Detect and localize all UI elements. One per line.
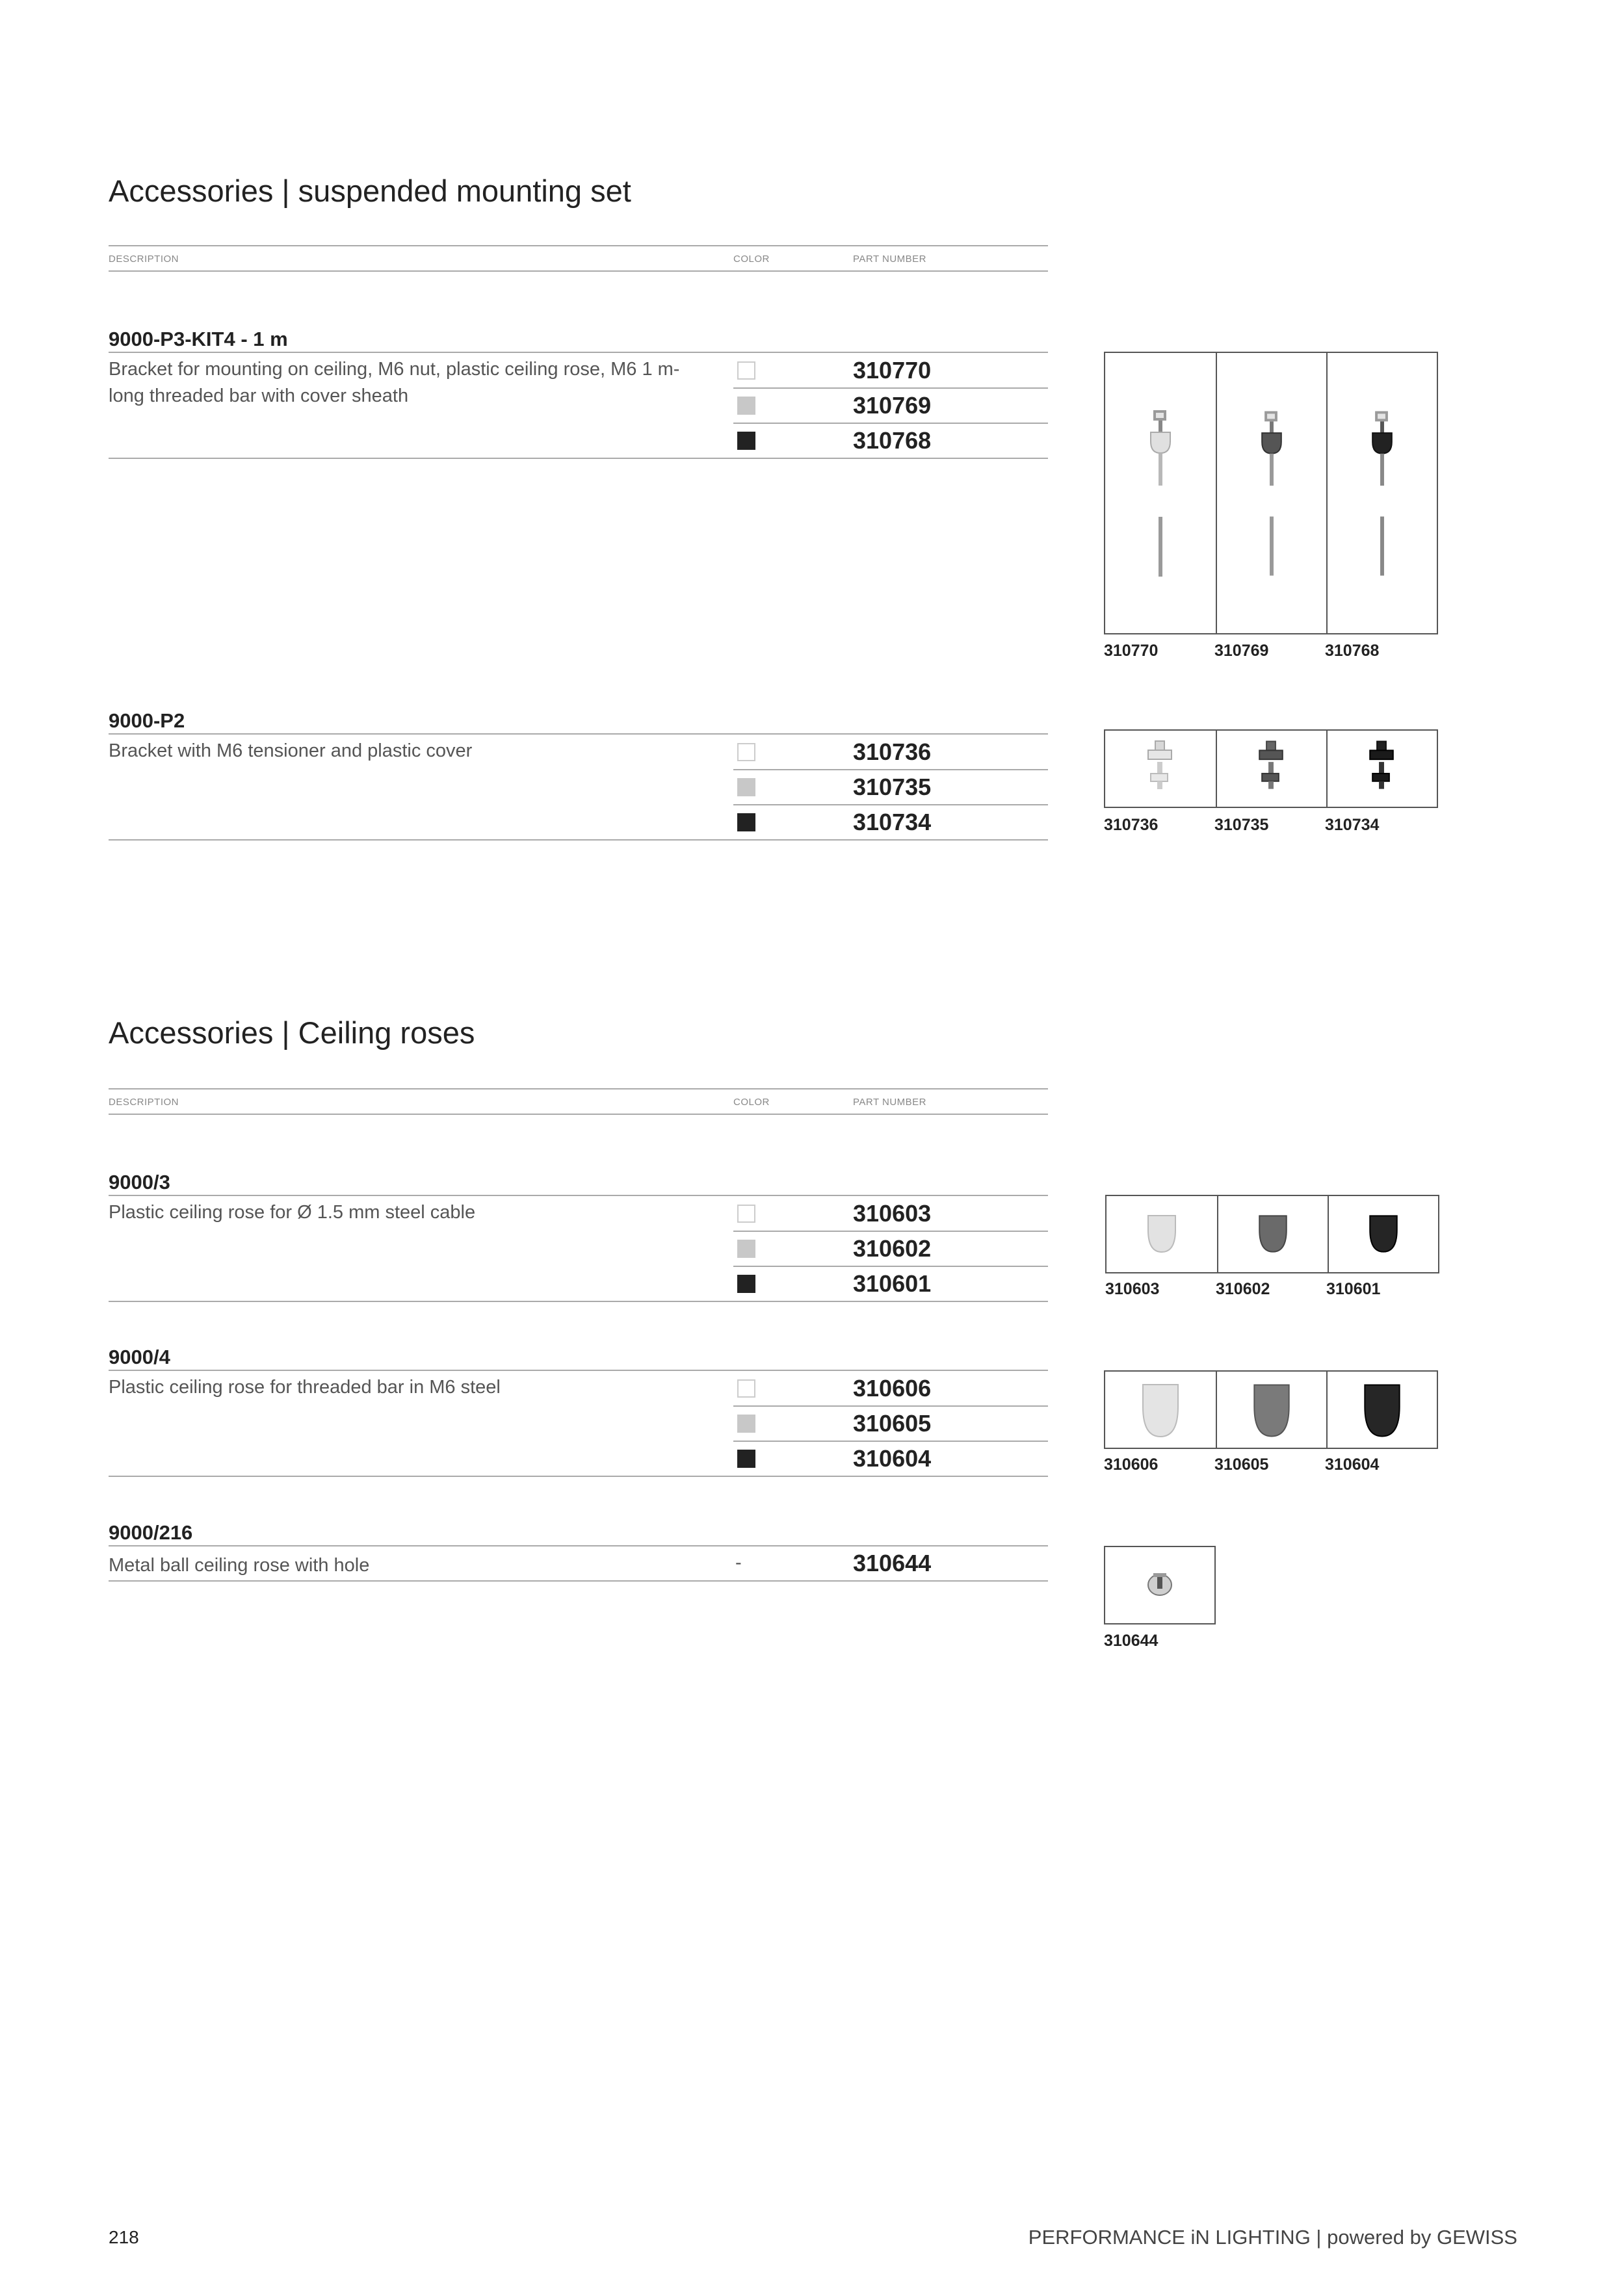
product-image-strip — [1104, 729, 1438, 808]
ceiling-rose-white-image — [1107, 1196, 1217, 1272]
part-number: 310736 — [853, 738, 932, 765]
ceiling-rose-large-white-image — [1105, 1372, 1216, 1448]
row-rule — [109, 458, 1048, 459]
product-image-strip — [1104, 1546, 1216, 1624]
page-number: 218 — [109, 2227, 139, 2247]
product-description: Bracket with M6 tensioner and plastic cover — [109, 740, 473, 761]
row-rule — [109, 1301, 1048, 1302]
bracket-grey-image — [1217, 731, 1326, 807]
image-cell — [1326, 731, 1437, 807]
image-caption: 310735 — [1214, 816, 1269, 834]
part-number: 310770 — [853, 357, 932, 384]
part-number: 310735 — [853, 774, 932, 800]
image-cell — [1216, 1372, 1326, 1448]
ceiling-rose-large-black-image — [1328, 1372, 1437, 1448]
ceiling-rose-grey-image — [1218, 1196, 1328, 1272]
color-swatch-grey — [737, 778, 755, 796]
variant-rule — [733, 804, 1048, 805]
part-number: 310734 — [853, 809, 932, 835]
column-header-description: DESCRIPTION — [109, 254, 179, 265]
color-swatch-white — [737, 743, 755, 761]
part-number: 310603 — [853, 1200, 932, 1227]
image-cell — [1107, 1196, 1217, 1272]
product-description: Metal ball ceiling rose with hole — [109, 1555, 370, 1576]
color-swatch-white — [737, 1205, 755, 1223]
part-number: 310769 — [853, 392, 932, 419]
metal-ball-rose-image — [1105, 1547, 1214, 1623]
section-title: Accessories | suspended mounting set — [109, 174, 631, 208]
product-description: Bracket for mounting on ceiling, M6 nut, plastic ceiling rose, M6 1 m-long threaded bar with cover sheath — [109, 359, 680, 406]
variant-rule — [733, 1441, 1048, 1442]
variant-rule — [733, 387, 1048, 389]
footer-brand: PERFORMANCE iN LIGHTING | powered by GEWISS — [1028, 2226, 1517, 2249]
color-swatch-black — [737, 1450, 755, 1468]
color-swatch-black — [737, 813, 755, 831]
row-rule — [109, 352, 1048, 353]
suspension-kit-white-image — [1105, 353, 1216, 633]
image-caption: 310769 — [1214, 642, 1269, 660]
part-number: 310604 — [853, 1445, 932, 1472]
product-code: 9000/216 — [109, 1521, 193, 1544]
image-cell — [1216, 731, 1326, 807]
product-description: Plastic ceiling rose for Ø 1.5 mm steel cable — [109, 1202, 476, 1223]
table-header-bottom-rule — [109, 270, 1048, 272]
column-header-description: DESCRIPTION — [109, 1097, 179, 1108]
section-title: Accessories | Ceiling roses — [109, 1015, 475, 1050]
color-swatch-black — [737, 1275, 755, 1293]
image-caption: 310604 — [1325, 1455, 1380, 1474]
image-caption: 310601 — [1326, 1280, 1381, 1298]
ceiling-rose-black-image — [1329, 1196, 1438, 1272]
image-cell — [1326, 1372, 1437, 1448]
part-number: 310602 — [853, 1235, 932, 1262]
color-swatch-black — [737, 432, 755, 450]
variant-rule — [733, 769, 1048, 770]
color-value: - — [735, 1552, 742, 1573]
column-header-part-number: PART NUMBER — [853, 1097, 927, 1108]
row-rule — [109, 1545, 1048, 1546]
part-number: 310644 — [853, 1550, 932, 1576]
row-rule — [109, 1370, 1048, 1371]
part-number: 310768 — [853, 427, 932, 454]
ceiling-rose-large-grey-image — [1217, 1372, 1326, 1448]
color-swatch-grey — [737, 1415, 755, 1433]
column-header-color: COLOR — [733, 1097, 770, 1108]
color-swatch-grey — [737, 1240, 755, 1258]
product-code: 9000-P2 — [109, 709, 185, 732]
row-rule — [109, 733, 1048, 735]
part-number: 310601 — [853, 1270, 932, 1297]
variant-rule — [733, 1405, 1048, 1407]
image-cell — [1217, 1196, 1328, 1272]
product-code: 9000/3 — [109, 1171, 170, 1194]
product-image-strip — [1104, 1370, 1438, 1449]
column-header-part-number: PART NUMBER — [853, 254, 927, 265]
table-header-top-rule — [109, 1088, 1048, 1089]
color-swatch-grey — [737, 397, 755, 415]
image-caption: 310644 — [1104, 1632, 1159, 1650]
variant-rule — [733, 1231, 1048, 1232]
product-code: 9000/4 — [109, 1346, 170, 1368]
image-cell — [1328, 1196, 1438, 1272]
image-caption: 310734 — [1325, 816, 1380, 834]
product-image-strip — [1105, 1195, 1439, 1273]
image-cell — [1216, 353, 1326, 633]
row-rule — [109, 1195, 1048, 1196]
image-cell — [1105, 731, 1216, 807]
product-description: Plastic ceiling rose for threaded bar in M6 steel — [109, 1377, 501, 1398]
image-caption: 310768 — [1325, 642, 1380, 660]
column-header-color: COLOR — [733, 254, 770, 265]
suspension-kit-black-image — [1328, 353, 1437, 633]
image-caption: 310606 — [1104, 1455, 1159, 1474]
image-caption: 310605 — [1214, 1455, 1269, 1474]
row-rule — [109, 839, 1048, 841]
color-swatch-white — [737, 361, 755, 380]
row-rule — [109, 1580, 1048, 1582]
product-code: 9000-P3-KIT4 - 1 m — [109, 328, 288, 350]
variant-rule — [733, 1266, 1048, 1267]
part-number: 310605 — [853, 1410, 932, 1437]
image-cell — [1326, 353, 1437, 633]
image-caption: 310602 — [1216, 1280, 1270, 1298]
image-caption: 310603 — [1105, 1280, 1160, 1298]
row-rule — [109, 1476, 1048, 1477]
part-number: 310606 — [853, 1375, 932, 1402]
variant-rule — [733, 423, 1048, 424]
bracket-black-image — [1328, 731, 1437, 807]
image-cell — [1105, 1547, 1214, 1623]
table-header-top-rule — [109, 245, 1048, 246]
product-image-strip — [1104, 352, 1438, 634]
image-cell — [1105, 1372, 1216, 1448]
image-caption: 310770 — [1104, 642, 1159, 660]
suspension-kit-grey-image — [1217, 353, 1326, 633]
table-header-bottom-rule — [109, 1114, 1048, 1115]
color-swatch-white — [737, 1379, 755, 1398]
bracket-white-image — [1105, 731, 1216, 807]
image-caption: 310736 — [1104, 816, 1159, 834]
image-cell — [1105, 353, 1216, 633]
